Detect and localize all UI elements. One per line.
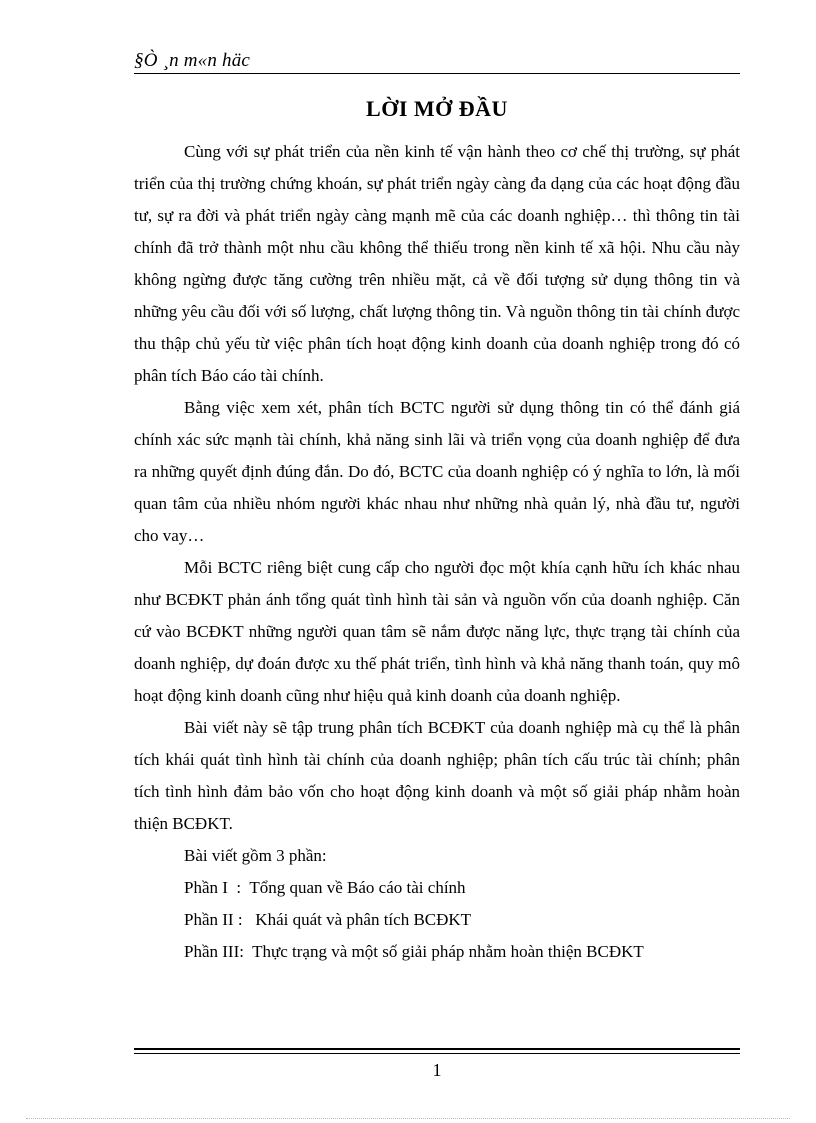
page-title: LỜI MỞ ĐẦU bbox=[366, 96, 508, 121]
outline-part-3: Phần III: Thực trạng và một số giải pháp nhằm hoàn thiện BCĐKT bbox=[184, 942, 644, 961]
body-text bbox=[134, 136, 740, 968]
outline-part-1: Phần I : Tổng quan về Báo cáo tài chính bbox=[184, 878, 466, 897]
page-edge-line bbox=[26, 1118, 790, 1119]
paragraph-3: Mỗi BCTC riêng biệt cung cấp cho người đọc một khía cạnh hữu ích khác nhau như BCĐKT phản ánh tổng quát tình hình tài sản và nguồn vốn của doanh nghiệp. Căn cứ vào BCĐKT những người quan tâm sẽ nắm được năng lực, thực trạng tài chính của doanh nghiệp, dự đoán được xu thế phát triển, tình hình và khả năng thanh toán, quy mô hoạt động kinh doanh cũng như hiệu quả kinh doanh của doanh nghiệp. bbox=[134, 558, 740, 705]
paragraph-2: Bằng việc xem xét, phân tích BCTC người sử dụng thông tin có thể đánh giá chính xác sức mạnh tài chính, khả năng sinh lãi và triển vọng của doanh nghiệp để đưa ra những quyết định đúng đắn. Do đó, BCTC của doanh nghiệp có ý nghĩa to lớn, là mối quan tâm của nhiều nhóm người khác nhau như những nhà quản lý, nhà đầu tư, người cho vay… bbox=[134, 398, 740, 545]
header-divider bbox=[134, 73, 740, 74]
outline-intro: Bài viết gồm 3 phần: bbox=[184, 846, 327, 865]
running-header: §Ò ¸n m«n häc bbox=[134, 50, 251, 71]
outline-part-2: Phần II : Khái quát và phân tích BCĐKT bbox=[184, 910, 472, 929]
footer-divider bbox=[134, 1048, 740, 1054]
paragraph-1: Cùng với sự phát triển của nền kinh tế vận hành theo cơ chế thị trường, sự phát triển của thị trường chứng khoán, sự phát triển ngày càng đa dạng của các hoạt động đầu tư, sự ra đời và phát triển ngày càng mạnh mẽ của các doanh nghiệp… thì thông tin tài chính đã trở thành một nhu cầu không thể thiếu trong nền kinh tế xã hội. Nhu cầu này không ngừng được tăng cường trên nhiều mặt, cả về đối tượng sử dụng thông tin và những yêu cầu đối với số lượng, chất lượng thông tin. Và nguồn thông tin tài chính được thu thập chủ yếu từ việc phân tích hoạt động kinh doanh của doanh nghiệp trong đó có phân tích Báo cáo tài chính. bbox=[134, 142, 740, 385]
page-number: 1 bbox=[432, 1060, 442, 1080]
paragraph-4: Bài viết này sẽ tập trung phân tích BCĐKT của doanh nghiệp mà cụ thể là phân tích khái quát tình hình tài chính của doanh nghiệp; phân tích cấu trúc tài chính; phân tích tình hình đảm bảo vốn cho hoạt động kinh doanh và một số giải pháp nhằm hoàn thiện BCĐKT. bbox=[134, 718, 740, 833]
